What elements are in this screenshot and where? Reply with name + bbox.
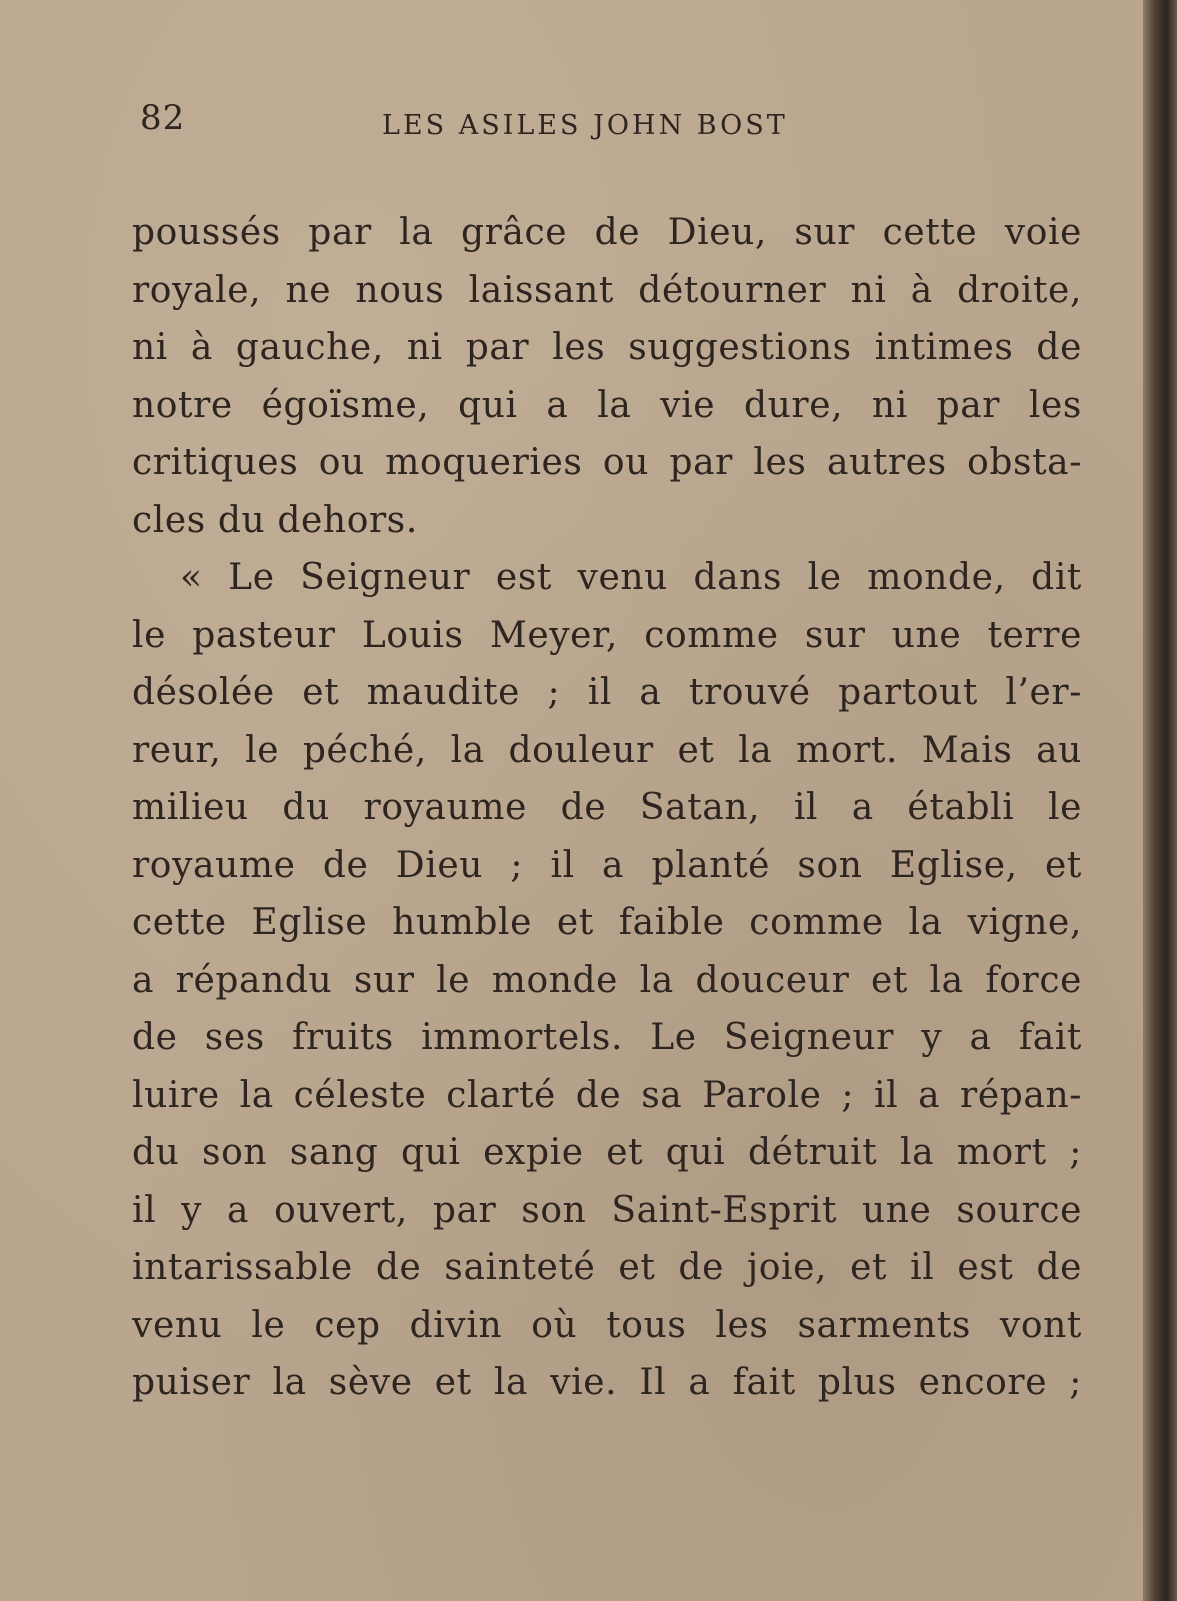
text-line: royale, ne nous laissant détourner ni à droite, bbox=[132, 269, 1082, 311]
text-line: critiques ou moqueries ou par les autres obsta- bbox=[132, 442, 1082, 483]
text-line: du son sang qui expie et qui détruit la mort ; bbox=[132, 1132, 1082, 1173]
text-line: désolée et maudite ; il a trouvé partout l’er- bbox=[132, 672, 1082, 713]
text-line: reur, le péché, la douleur et la mort. Mais au bbox=[132, 729, 1082, 771]
text-line: poussés par la grâce de Dieu, sur cette voie bbox=[132, 212, 1082, 253]
text-line: venu le cep divin où tous les sarments vont bbox=[132, 1304, 1082, 1346]
body-text bbox=[132, 204, 1082, 1412]
text-line: le pasteur Louis Meyer, comme sur une terre bbox=[132, 614, 1082, 656]
text-line: « Le Seigneur est venu dans le monde, dit bbox=[180, 557, 1082, 598]
text-line: cette Eglise humble et faible comme la vigne, bbox=[132, 902, 1082, 943]
running-title: LES ASILES JOHN BOST bbox=[382, 110, 788, 141]
text-line: ni à gauche, ni par les suggestions intimes de bbox=[132, 327, 1082, 368]
text-line: royaume de Dieu ; il a planté son Eglise, et bbox=[132, 844, 1082, 886]
text-line: puiser la sève et la vie. Il a fait plus encore ; bbox=[132, 1362, 1082, 1403]
text-line: notre égoïsme, qui a la vie dure, ni par les bbox=[132, 384, 1082, 426]
page-edge bbox=[1143, 0, 1177, 1601]
text-line: de ses fruits immortels. Le Seigneur y a fait bbox=[132, 1017, 1082, 1058]
text-line: luire la céleste clarté de sa Parole ; il a répan- bbox=[132, 1074, 1082, 1116]
text-line: a répandu sur le monde la douceur et la force bbox=[132, 959, 1082, 1001]
text-line: intarissable de sainteté et de joie, et il est de bbox=[132, 1247, 1082, 1288]
text-line: il y a ouvert, par son Saint-Esprit une source bbox=[132, 1189, 1082, 1231]
page-header bbox=[140, 98, 860, 148]
text-line: cles du dehors. bbox=[132, 499, 418, 541]
text-line: milieu du royaume de Satan, il a établi le bbox=[132, 787, 1082, 828]
page-number: 82 bbox=[140, 98, 186, 138]
